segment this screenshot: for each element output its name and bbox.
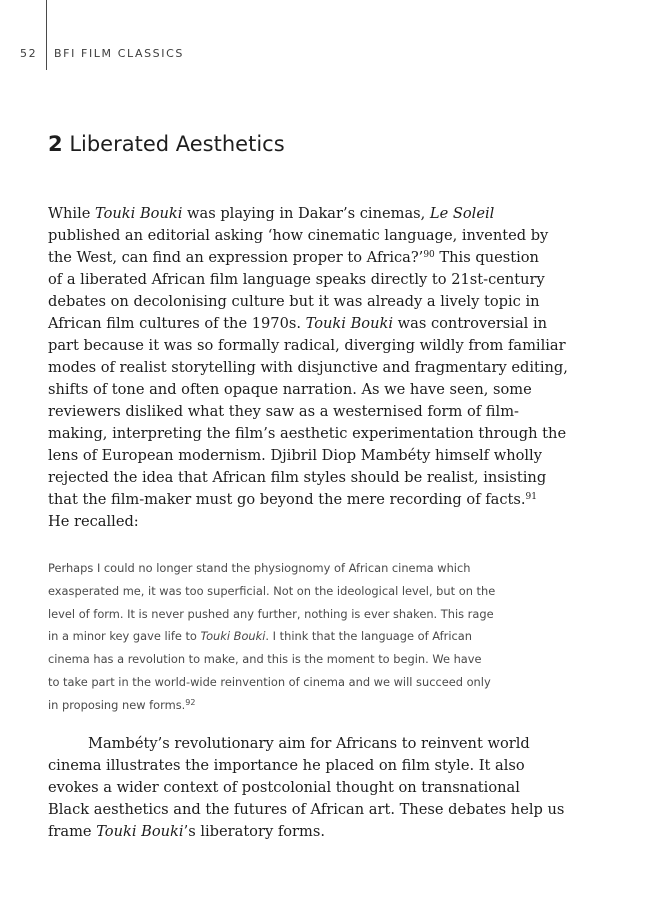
film-title: Touki Bouki xyxy=(200,629,266,644)
quote-line: to take part in the world-wide reinvention of cinema and we will succeed only xyxy=(48,674,491,689)
film-title: Touki Bouki xyxy=(96,823,184,840)
text-line: part because it was so formally radical, diverging wildly from familiar xyxy=(48,337,566,354)
text-line: evokes a wider context of postcolonial thought on transnational xyxy=(48,779,520,796)
text-line: the West, can find an expression proper to Africa?’$^{90}$ This question xyxy=(48,249,539,266)
text-line: debates on decolonising culture but it was already a lively topic in xyxy=(48,293,540,310)
quote-line: Perhaps I could no longer stand the physiognomy of African cinema which xyxy=(48,561,471,575)
text-line: Mambéty’s revolutionary aim for Africans to reinvent world xyxy=(88,735,530,752)
chapter-title xyxy=(48,132,285,156)
text-line: lens of European modernism. Djibril Diop Mambéty himself wholly xyxy=(48,447,542,464)
text-line: of a liberated African film language speaks directly to 21st-century xyxy=(48,271,545,288)
text-line: frame Touki Bouki’s liberatory forms. xyxy=(48,823,325,840)
text-line: rejected the idea that African film styles should be realist, insisting xyxy=(48,469,547,486)
text-line: reviewers disliked what they saw as a westernised form of film- xyxy=(48,403,519,420)
page-number: 52 xyxy=(20,47,38,60)
quote-line: exasperated me, it was too superficial. Not on the ideological level, but on the xyxy=(48,583,496,598)
quote-line: cinema has a revolution to make, and this is the moment to begin. We have xyxy=(48,652,482,667)
text-line: While Touki Bouki was playing in Dakar’s cinemas, Le Soleil xyxy=(48,205,495,222)
quote-line: in proposing new forms.$^{92}$ xyxy=(48,697,196,712)
film-title: Touki Bouki xyxy=(95,205,183,222)
footnote-ref: 90 xyxy=(423,250,435,260)
text-line: shifts of tone and often opaque narration. As we have seen, some xyxy=(48,381,532,398)
chapter-title-text: Liberated Aesthetics xyxy=(69,132,285,156)
text-line: cinema illustrates the importance he placed on film style. It also xyxy=(48,757,525,774)
text-line: He recalled: xyxy=(48,513,139,530)
block-quote xyxy=(48,557,548,717)
quote-line: level of form. It is never pushed any further, nothing is ever shaken. This rage xyxy=(48,606,494,621)
text-line: modes of realist storytelling with disjunctive and fragmentary editing, xyxy=(48,359,568,376)
text-line: African film cultures of the 1970s. Touki Bouki was controversial in xyxy=(48,315,548,332)
newspaper-title: Le Soleil xyxy=(429,205,495,222)
quote-line: in a minor key gave life to Touki Bouki. I think that the language of African xyxy=(48,629,472,644)
text-line: published an editorial asking ‘how cinematic language, invented by xyxy=(48,227,549,244)
body-paragraph-2 xyxy=(48,733,565,843)
film-title: Touki Bouki xyxy=(305,315,393,332)
footnote-ref: 91 xyxy=(525,492,537,502)
series-title: BFI FILM CLASSICS xyxy=(54,47,184,60)
margin-rule xyxy=(46,0,47,70)
text-line: that the film-maker must go beyond the mere recording of facts.$^{91}$ xyxy=(48,491,537,508)
body-paragraph-1 xyxy=(48,203,568,533)
text-line: making, interpreting the film’s aesthetic experimentation through the xyxy=(48,425,567,442)
footnote-ref: 92 xyxy=(185,697,196,707)
text-line: Black aesthetics and the futures of African art. These debates help us xyxy=(48,801,565,818)
chapter-number: 2 xyxy=(48,132,63,156)
